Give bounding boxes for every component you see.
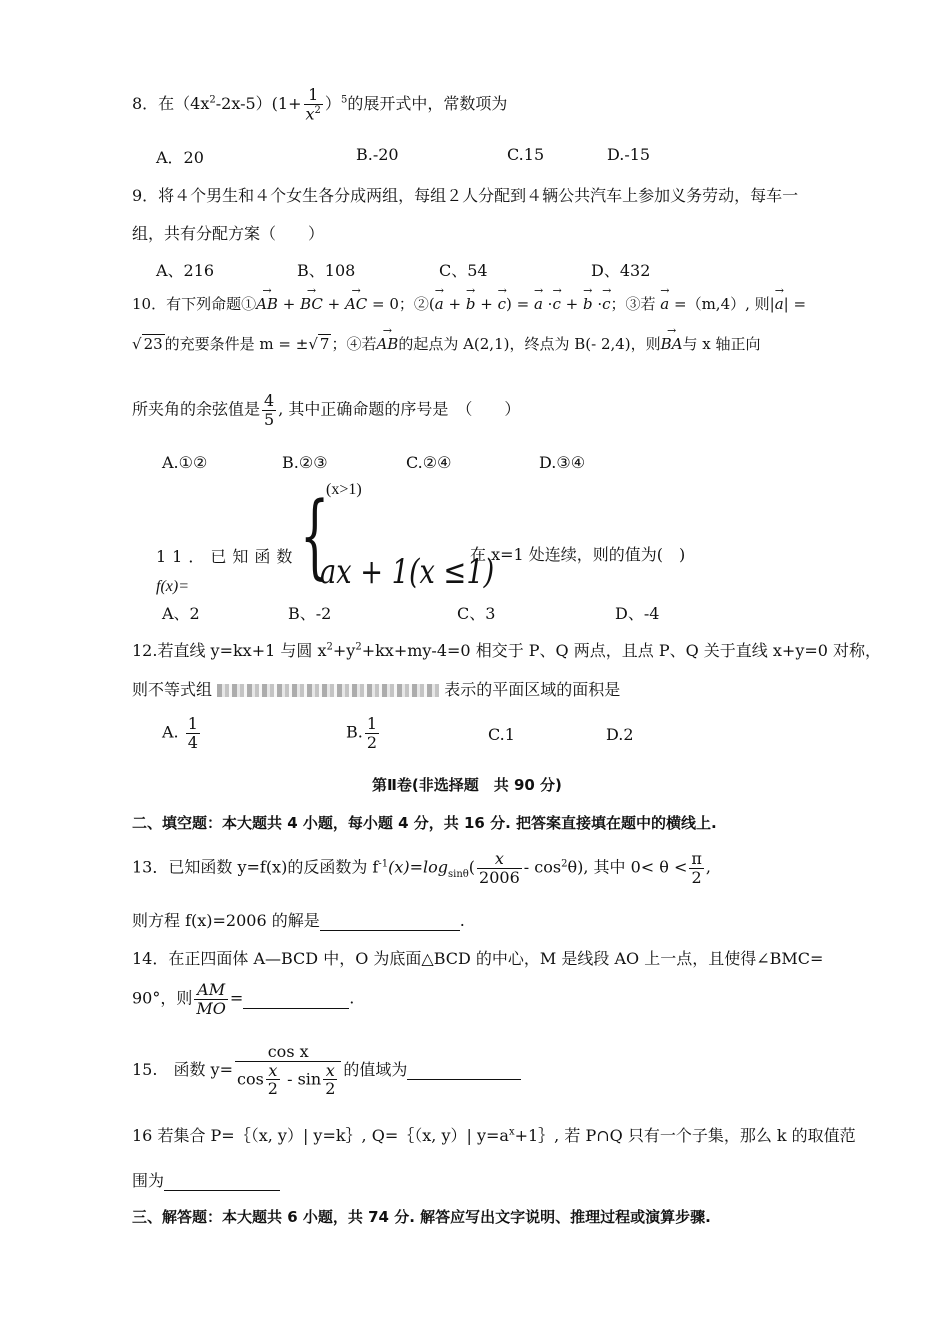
q8-option-d: D.-15 [607, 145, 651, 164]
q12-option-c: C.1 [488, 725, 515, 744]
q8-option-c: C.15 [507, 145, 545, 164]
q11-condition: (x>1) [326, 481, 362, 498]
q11-brace: { [300, 482, 330, 589]
q8-option-a: A．20 [156, 148, 204, 167]
section-2-heading: 二、填空题：本大题共 4 小题，每小题 4 分，共 16 分. 把答案直接填在题中的横线上. [132, 814, 717, 832]
q16-answer-blank[interactable] [164, 1171, 280, 1191]
q10-option-a: A.①② [162, 453, 208, 472]
q8-fraction: $\frac{1}{x^2}$ [305, 85, 321, 123]
q9-line1: 9．将４个男生和４个女生各分成两组，每组２人分配到４辆公共汽车上参加义务劳动，每车一 [132, 186, 799, 205]
q9-line2: 组，共有分配方案（ ） [132, 224, 325, 243]
q13-line2: 则方程 f(x)=2006 的解是 . [132, 911, 465, 930]
q10-option-d: D.③④ [539, 453, 586, 472]
q13-line1: 13．已知函数 y=f(x)的反函数为 $f^{-1}(x)=\log_{sin\theta}$( $\frac{x}{2006}$ - $\cos^2\theta$), 其中 0< θ < $\frac{\pi}{2}$ , [132, 849, 711, 887]
q9-option-c: C、54 [439, 261, 488, 280]
q12-option-a: A. $\frac{1}{4}$ [162, 714, 198, 752]
q11-tail: 在 x=1 处连续，则的值为( ) [470, 545, 686, 564]
q8-option-b: B.-20 [356, 145, 399, 164]
q10-option-b: B.②③ [282, 453, 328, 472]
q11-option-a: A、2 [162, 604, 200, 623]
section-2-title: 第Ⅱ卷(非选择题 共 90 分) [372, 776, 562, 794]
sqrt-7: √ 7 [308, 335, 330, 353]
q15-line: 15. 函数 y= cos x cos $\frac{x}{2}$ - sin $\frac{x}{2}$ 的值域为 [132, 1043, 521, 1098]
q14-line1: 14．在正四面体 A—BCD 中，O 为底面△BCD 的中心，M 是线段 AO 上一点，且使得∠BMC= [132, 949, 824, 968]
q10-line2: √ 23 的充要条件是 m = ±√ 7 ；④若→ AB的起点为 A(2,1)，终点为 B(- 2,4)，则→ BA与 x 轴正向 [132, 333, 761, 354]
q10-option-c: C.②④ [406, 453, 452, 472]
q16-line2: 围为 [132, 1168, 280, 1191]
q11-label: 11．已知函数 [156, 547, 299, 566]
q12-line2: 则不等式组 表示的平面区域的面积是 [132, 680, 621, 699]
q11-option-c: C、3 [457, 604, 496, 623]
inequality-system-image [217, 684, 439, 697]
q14-answer-blank[interactable] [243, 989, 349, 1009]
q10-fraction: $\frac{4}{5}$ [264, 391, 275, 429]
q9-option-a: A、216 [156, 261, 215, 280]
q10-line3: 所夹角的余弦值是 $\frac{4}{5}$ , 其中正确命题的序号是 （ ） [132, 391, 521, 429]
q9-option-d: D、432 [591, 261, 651, 280]
sqrt-23: √ 23 [132, 335, 163, 353]
q11-option-d: D、-4 [615, 604, 660, 623]
q8-stem: 8．在$(4x^2-2x-5)(1+$ $\frac{1}{x^2}$ ）$^5$的展开式中，常数项为 [132, 85, 508, 123]
q10-line1: 10．有下列命题①→ AB + → BC + → AC = 0；②(→ a + → b + → c) = → a ·→ c + → b ·→ c；③若 → a =（m,4）, 则|→ a| = [132, 293, 806, 314]
q11-expression: ax + 1(x ≤1) [320, 552, 495, 592]
q12-line1: 12.若直线 y=kx+1 与圆 $x^2+y^2+kx+my-4=0$ 相交于 P、Q 两点，且点 P、Q 关于直线 x+y=0 对称， [132, 641, 882, 660]
q16-line1: 16 若集合 P=｛（x, y）| y=k｝, Q=｛（x, y）| $y=a^x+1\}$, 若 P∩Q 只有一个子集，那么 k 的取值范 [132, 1126, 856, 1145]
section-3-heading: 三、解答题：本大题共 6 小题，共 74 分. 解答应写出文字说明、推理过程或演算步骤. [132, 1208, 711, 1226]
q12-option-b: B. $\frac{1}{2}$ [346, 714, 378, 752]
q11-option-b: B、-2 [288, 604, 332, 623]
q9-option-b: B、108 [297, 261, 356, 280]
q14-line2: 90°，则 $\frac{AM}{MO}$ = . [132, 980, 355, 1018]
q12-option-d: D.2 [606, 725, 634, 744]
q11-fx: f(x)= [156, 578, 189, 595]
q15-answer-blank[interactable] [407, 1060, 521, 1080]
q13-answer-blank[interactable] [320, 911, 460, 931]
